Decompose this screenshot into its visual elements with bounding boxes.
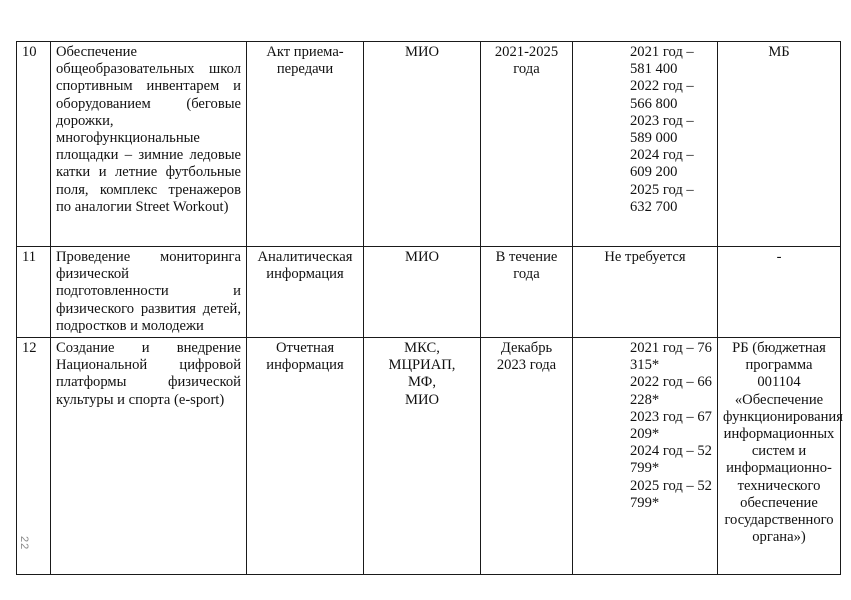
action-plan-table: [16, 41, 841, 575]
funding-source-cell: РБ (бюджетная программа 001104 «Обеспечение функционирования информационных систем и информационно-технического обеспечение государственного органа»): [718, 338, 841, 575]
amount-line: 2022 год – 566 800: [630, 78, 694, 112]
amount-line: 2025 год – 632 700: [630, 181, 694, 215]
amount-line: 2024 год – 609 200: [630, 147, 694, 181]
responsible-cell: МИО: [364, 42, 481, 247]
deadline-cell: 2021-2025 года: [481, 42, 573, 247]
row-number: 12: [17, 338, 51, 575]
amount-line: 2022 год – 66 228*: [630, 374, 712, 408]
completion-form-cell: Аналитическая информация: [247, 247, 364, 338]
amounts-cell: [573, 338, 718, 575]
responsible-line: МКС,: [404, 340, 440, 357]
action-cell: Создание и внедрение Национальной цифровой платформы физической культуры и спорта (e-sport): [51, 338, 247, 575]
table-row: [17, 338, 841, 575]
amounts-cell: [573, 42, 718, 247]
amounts-cell: Не требуется: [573, 247, 718, 338]
deadline-cell: Декабрь 2023 года: [481, 338, 573, 575]
responsible-line: МФ,: [408, 374, 436, 391]
responsible-line: МЦРИАП,: [388, 357, 456, 374]
completion-form-cell: Отчетная информация: [247, 338, 364, 575]
responsible-cell: [364, 338, 481, 575]
page-number: 22: [18, 536, 30, 551]
action-cell: Обеспечение общеобразовательных школ спортивным инвентарем и оборудованием (беговые дорожки, многофункциональные площадки – зимние ледовые катки и летние футбольные поля, комплекс тренажеров по аналогии Street Workout): [51, 42, 247, 247]
completion-form-cell: Акт приема-передачи: [247, 42, 364, 247]
table-row: [17, 247, 841, 338]
amount-line: 2021 год – 76 315*: [630, 340, 712, 374]
table-row: [17, 42, 841, 247]
responsible-cell: МИО: [364, 247, 481, 338]
action-cell: Проведение мониторинга физической подготовленности и физического развития детей, подростков и молодежи: [51, 247, 247, 338]
amount-line: 2024 год – 52 799*: [630, 443, 712, 477]
amount-line: 2021 год – 581 400: [630, 44, 694, 78]
funding-source-cell: -: [718, 247, 841, 338]
amount-line: 2023 год – 589 000: [630, 112, 694, 147]
funding-source-cell: МБ: [718, 42, 841, 247]
deadline-cell: В течение года: [481, 247, 573, 338]
row-number: 10: [17, 42, 51, 247]
amount-line: 2025 год – 52 799*: [630, 477, 712, 511]
amount-line: 2023 год – 67 209*: [630, 408, 712, 443]
responsible-line: МИО: [404, 391, 440, 408]
row-number: 11: [17, 247, 51, 338]
